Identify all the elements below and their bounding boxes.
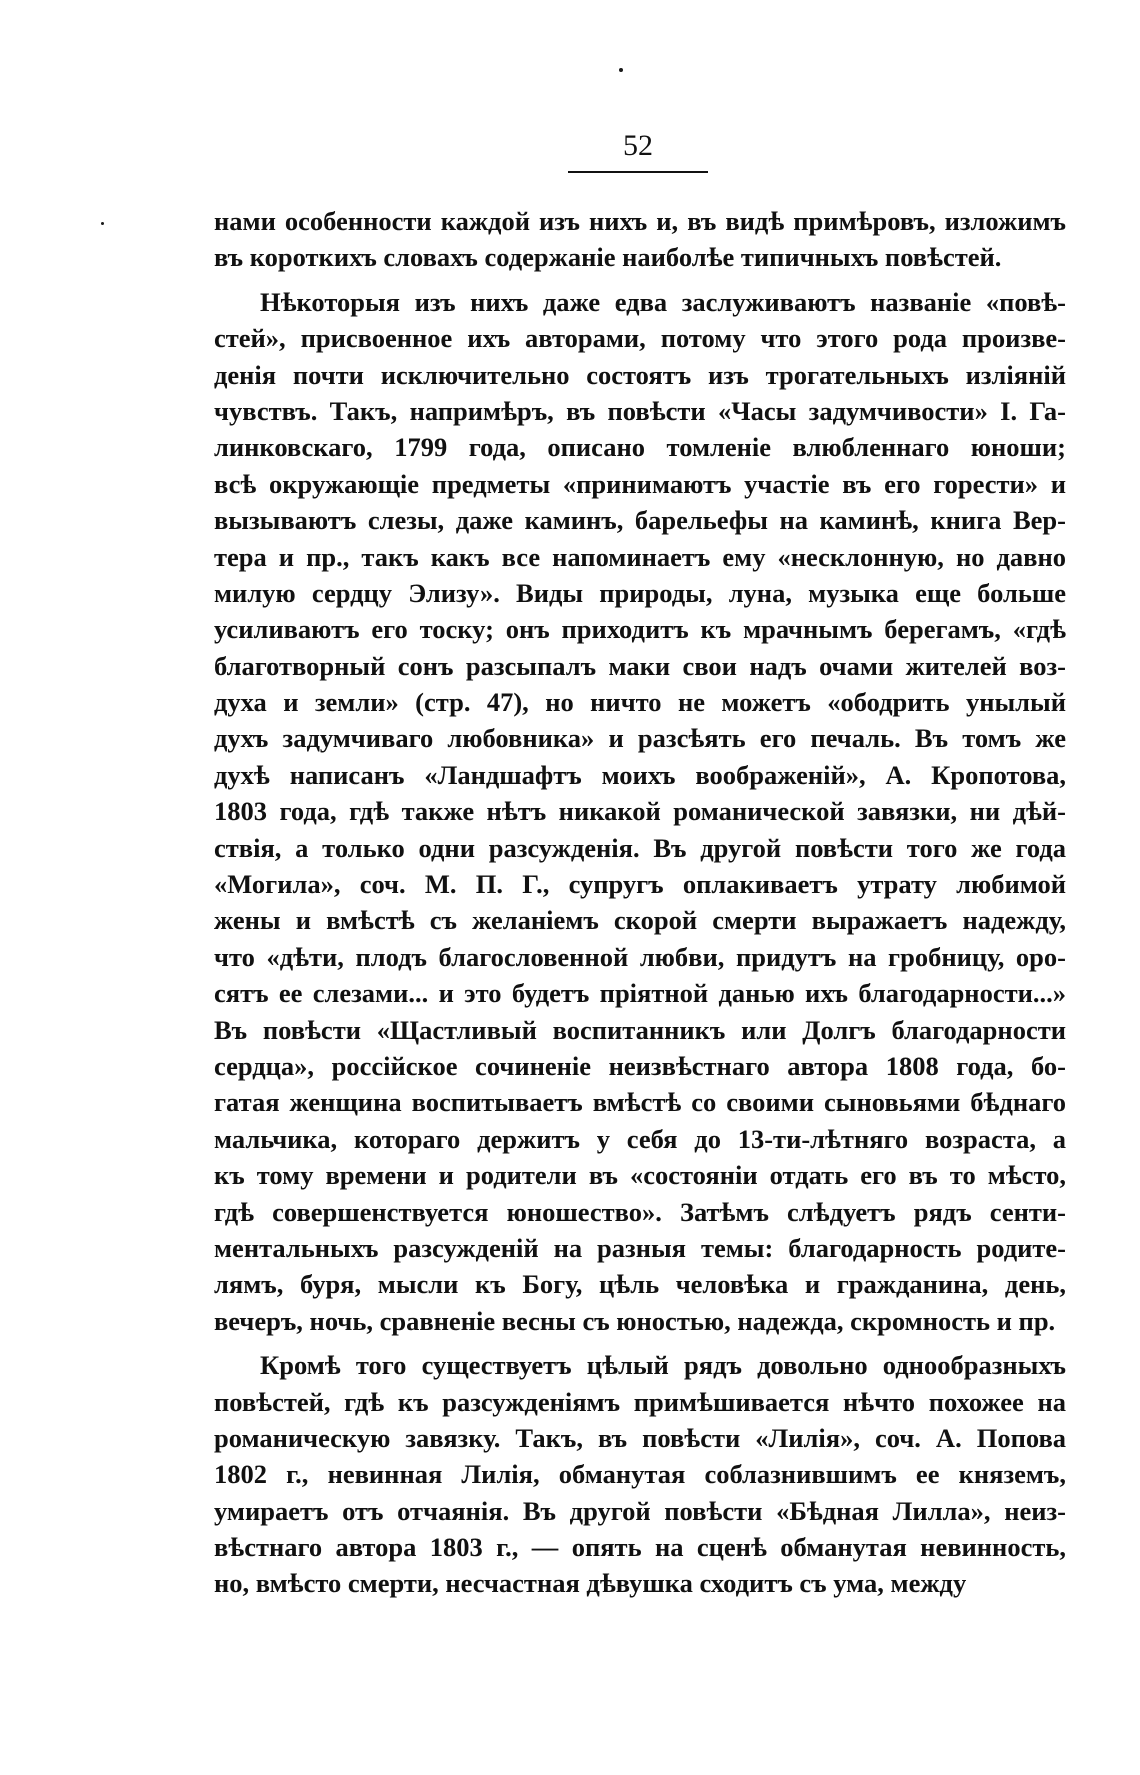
text-line: стей», присвоенное ихъ авторами, потому что этого рода произве-: [214, 323, 1066, 354]
text-line: жены и вмѣстѣ съ желаніемъ скорой смерти выражаетъ надежду,: [214, 905, 1066, 936]
text-line: вѣстнаго автора 1803 г., — опять на сценѣ обманутая невинность,: [214, 1532, 1066, 1563]
text-line: милую сердцу Элизу». Виды природы, луна, музыка еще больше: [214, 577, 1066, 608]
text-line: повѣстей, гдѣ къ разсужденіямъ примѣшивается нѣчто похожее на: [214, 1386, 1066, 1417]
text-line: духа и земли» (стр. 47), но ничто не можетъ «ободрить унылый: [214, 687, 1066, 718]
page-number: 52: [623, 129, 653, 162]
text-body: [214, 203, 1066, 1602]
paragraph: [214, 1347, 1066, 1602]
text-line: Кромѣ того существуетъ цѣлый рядъ довольно однообразныхъ: [260, 1350, 1066, 1381]
ink-speck: [101, 222, 104, 225]
text-line: усиливаютъ его тоску; онъ приходитъ къ мрачнымъ берегамъ, «гдѣ: [214, 614, 1066, 645]
text-line: Нѣкоторыя изъ нихъ даже едва заслуживаютъ названіе «повѣ-: [260, 286, 1066, 317]
text-line: денія почти исключительно состоятъ изъ трогательныхъ изліяній: [214, 359, 1066, 390]
text-line: лямъ, буря, мысли къ Богу, цѣль человѣка и гражданина, день,: [214, 1269, 1066, 1300]
text-line: духъ задумчиваго любовника» и разсѣять его печаль. Въ томъ же: [214, 723, 1066, 754]
text-line: чувствъ. Такъ, напримѣръ, въ повѣсти «Часы задумчивости» I. Га-: [214, 395, 1066, 426]
text-line: но, вмѣсто смерти, несчастная дѣвушка сходитъ съ ума, между: [214, 1568, 967, 1599]
text-line: что «дѣти, плодъ благословенной любви, придутъ на гробницу, оро-: [214, 941, 1066, 972]
text-line: гдѣ совершенствуется юношество». Затѣмъ слѣдуетъ рядъ сенти-: [214, 1196, 1066, 1227]
text-line: Въ повѣсти «Щастливый воспитанникъ или Долгъ благодарности: [214, 1014, 1066, 1045]
text-line: 1803 года, гдѣ также нѣтъ никакой романической завязки, ни дѣй-: [214, 796, 1066, 827]
text-line: вечеръ, ночь, сравненіе весны съ юностью, надежда, скромность и пр.: [214, 1305, 1056, 1336]
text-line: сятъ ее слезами... и это будетъ пріятной данью ихъ благодарности...»: [214, 978, 1066, 1009]
ink-speck: [619, 68, 623, 72]
text-line: умираетъ отъ отчаянія. Въ другой повѣсти «Бѣдная Лилла», неиз-: [214, 1495, 1066, 1526]
page-number-rule: [568, 171, 708, 173]
text-line: вызываютъ слезы, даже каминъ, барельефы на каминѣ, книга Вер-: [214, 505, 1066, 536]
text-line: нами особенности каждой изъ нихъ и, въ видѣ примѣровъ, изложимъ: [214, 206, 1066, 236]
text-line: мальчика, котораго держитъ у себя до 13-ти-лѣтняго возраста, а: [214, 1123, 1066, 1154]
text-line: всѣ окружающіе предметы «принимаютъ участіе въ его горести» и: [214, 468, 1066, 499]
text-line: въ короткихъ словахъ содержаніе наиболѣе типичныхъ повѣстей.: [214, 242, 1002, 273]
paragraph: [214, 284, 1066, 1339]
text-line: благотворный сонъ разсыпалъ маки свои надъ очами жителей воз-: [214, 650, 1066, 681]
paragraph: [214, 203, 1066, 276]
paragraph-gap: [214, 276, 1066, 284]
paragraph-gap: [214, 1339, 1066, 1347]
text-line: ментальныхъ разсужденій на разныя темы: благодарность родите-: [214, 1232, 1066, 1263]
text-line: къ тому времени и родители въ «состояніи отдать его въ то мѣсто,: [214, 1160, 1066, 1191]
text-line: сердца», россійское сочиненіе неизвѣстнаго автора 1808 года, бо-: [214, 1050, 1066, 1081]
text-line: ствія, а только одни разсужденія. Въ другой повѣсти того же года: [214, 832, 1066, 863]
text-line: 1802 г., невинная Лилія, обманутая соблазнившимъ ее княземъ,: [214, 1459, 1066, 1490]
text-line: тера и пр., такъ какъ все напоминаетъ ему «несклонную, но давно: [214, 541, 1066, 572]
text-line: гатая женщина воспитываетъ вмѣстѣ со своими сыновьями бѣднаго: [214, 1087, 1066, 1118]
text-line: «Могила», соч. М. П. Г., супругъ оплакиваетъ утрату любимой: [214, 869, 1066, 900]
text-line: духѣ написанъ «Ландшафтъ моихъ воображеній», А. Кропотова,: [214, 759, 1066, 790]
text-line: романическую завязку. Такъ, въ повѣсти «Лилія», соч. А. Попова: [214, 1422, 1066, 1453]
text-line: линковскаго, 1799 года, описано томленіе влюбленнаго юноши;: [214, 432, 1066, 463]
